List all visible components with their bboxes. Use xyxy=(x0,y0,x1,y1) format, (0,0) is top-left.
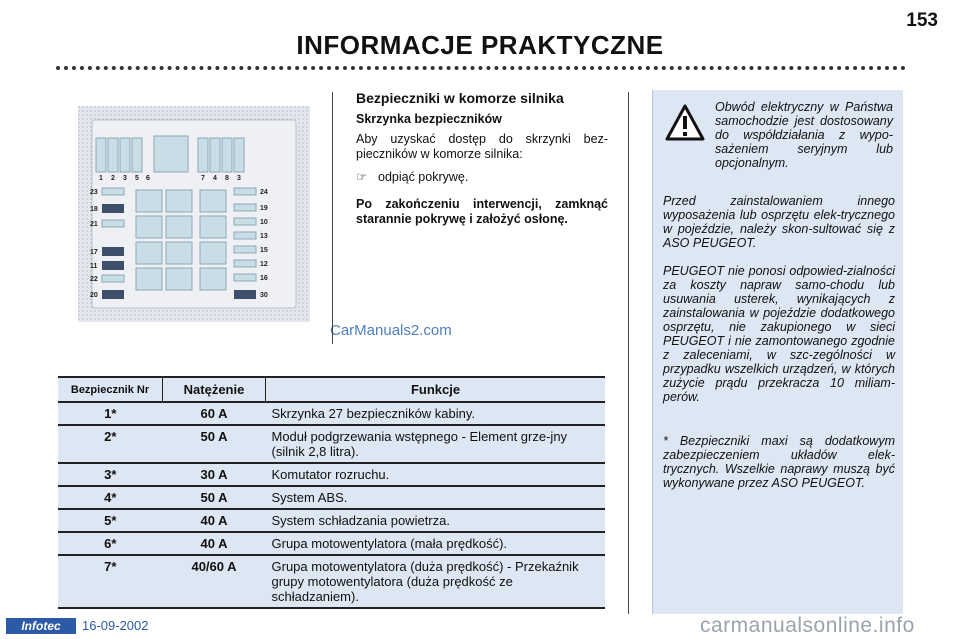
fuse-label: 10 xyxy=(260,219,268,226)
header-fuse-number: Bezpiecznik Nr xyxy=(58,377,163,402)
fuse-slot xyxy=(120,138,130,172)
fuse-label: 5 xyxy=(135,175,139,182)
header-amperage: Natężenie xyxy=(163,377,266,402)
page-title: INFORMACJE PRAKTYCZNE xyxy=(296,30,664,60)
relay-slot xyxy=(200,242,226,264)
relay-slot xyxy=(166,190,192,212)
fuse-label: 2 xyxy=(111,175,115,182)
fuse-label: 6 xyxy=(146,175,150,182)
fuse-label: 22 xyxy=(90,276,98,283)
fuse-amperage: 50 A xyxy=(163,425,266,463)
fuse-slot xyxy=(210,138,220,172)
fuse-function: System schładzania powietrza. xyxy=(266,509,606,532)
fuse-slot xyxy=(96,138,106,172)
fuse-slot xyxy=(234,204,256,211)
fuse-function: Komutator rozruchu. xyxy=(266,463,606,486)
fuse-number: 6* xyxy=(58,532,163,555)
fuse-number: 2* xyxy=(58,425,163,463)
fuse-box-diagram xyxy=(78,106,310,322)
fuse-number: 4* xyxy=(58,486,163,509)
fuse-amperage: 50 A xyxy=(163,486,266,509)
footer-date: 16-09-2002 xyxy=(82,618,149,633)
fuse-label: 4 xyxy=(213,175,217,182)
relay-slot xyxy=(200,216,226,238)
fuse-label: 19 xyxy=(260,205,268,212)
relay-slot xyxy=(136,216,162,238)
column-divider xyxy=(332,92,333,344)
fuse-slot xyxy=(234,138,244,172)
fuse-slot xyxy=(102,188,124,195)
fuse-slot xyxy=(108,138,118,172)
fuse-label: 1 xyxy=(99,175,103,182)
fuse-amperage: 60 A xyxy=(163,402,266,425)
relay-slot xyxy=(200,190,226,212)
pointing-hand-icon: ☞ xyxy=(356,170,368,184)
info-panel xyxy=(652,90,903,614)
fuse-slot xyxy=(234,218,256,225)
maxi-fuse-slot xyxy=(234,290,256,299)
fuse-label: 18 xyxy=(90,206,98,213)
maxi-fuse-slot xyxy=(102,290,124,299)
watermark-carmanuals2: CarManuals2.com xyxy=(330,322,452,339)
infotec-logo: Infotec xyxy=(6,618,76,634)
table-row xyxy=(58,463,605,486)
table-header-row xyxy=(58,377,605,402)
maxi-fuse-slot xyxy=(102,261,124,270)
fuse-slot xyxy=(222,138,232,172)
relay-slot xyxy=(200,268,226,290)
fuse-slot xyxy=(234,188,256,195)
fuse-function: Grupa motowentylatora (duża prędkość) - Przekaźnik grupy motowentylatora (duża prędkość ze schładzaniem). xyxy=(266,555,606,608)
fuse-slot xyxy=(234,232,256,239)
fuse-label: 7 xyxy=(201,175,205,182)
fuse-label: 3 xyxy=(123,175,127,182)
fuse-amperage: 40 A xyxy=(163,509,266,532)
maxi-fuse-slot xyxy=(102,204,124,213)
fuse-label: 17 xyxy=(90,249,98,256)
fuse-slot xyxy=(234,260,256,267)
liability-text: PEUGEOT nie ponosi odpowied-zialności za koszty napraw samo-chodu lub usuwania usterek, wynikających z zainstalowania w pojeździe dodatkowego osprzętu, nie zakupionego w sieci PEUGEOT i nie zamontowanego zgodnie z zaleceniami, w szc-zególności w przypadku wszelkich urządzeń, w których zużycie prądu przekracza 10 miliam-perów. xyxy=(663,264,895,404)
table-row xyxy=(58,555,605,608)
step-text: odpiąć pokrywę. xyxy=(378,170,469,184)
title-divider xyxy=(56,66,906,70)
large-relay-slot xyxy=(154,136,188,172)
fuse-label: 8 xyxy=(225,175,229,182)
fuse-function: Skrzynka 27 bezpieczników kabiny. xyxy=(266,402,606,425)
warning-text: Obwód elektryczny w Państwa samochodzie jest dostosowany do współdziałania z wypo-sażeniem seryjnym lub opcjonalnym. xyxy=(715,100,893,170)
header-functions: Funkcje xyxy=(266,377,606,402)
fuse-label: 13 xyxy=(260,233,268,240)
fuse-label: 20 xyxy=(90,292,98,299)
fuse-function: Grupa motowentylatora (mała prędkość). xyxy=(266,532,606,555)
fuse-slot xyxy=(234,274,256,281)
page-number: 153 xyxy=(906,10,938,31)
fuse-amperage: 40/60 A xyxy=(163,555,266,608)
fuse-label: 23 xyxy=(90,189,98,196)
fuse-slot xyxy=(132,138,142,172)
fuse-number: 3* xyxy=(58,463,163,486)
fuse-label: 24 xyxy=(260,189,268,196)
fuse-function: Moduł podgrzewania wstępnego - Element grze-jny (silnik 2,8 litra). xyxy=(266,425,606,463)
watermark-carmanualsonline: carmanualsonline.info xyxy=(700,614,915,637)
fuse-label: 16 xyxy=(260,275,268,282)
consult-text: Przed zainstalowaniem innego wyposażenia lub osprzętu elek-trycznego w pojeździe, należy skon-sultować się z ASO PEUGEOT. xyxy=(663,194,895,250)
fuse-amperage: 30 A xyxy=(163,463,266,486)
fuse-function: System ABS. xyxy=(266,486,606,509)
table-row xyxy=(58,402,605,425)
fuse-slot xyxy=(102,275,124,282)
relay-slot xyxy=(136,268,162,290)
fuse-slot xyxy=(102,220,124,227)
fuse-table xyxy=(58,376,605,609)
relay-slot xyxy=(136,190,162,212)
fuse-number: 5* xyxy=(58,509,163,532)
fuse-label: 11 xyxy=(90,263,98,270)
fuse-amperage: 40 A xyxy=(163,532,266,555)
relay-slot xyxy=(166,242,192,264)
fuse-label: 3 xyxy=(237,175,241,182)
column-divider xyxy=(628,92,629,614)
table-row xyxy=(58,532,605,555)
fuse-slot xyxy=(198,138,208,172)
maxi-fuse-slot xyxy=(102,247,124,256)
engine-fuses-section xyxy=(356,90,608,227)
access-instructions: Aby uzyskać dostęp do skrzynki bez-pieczników w komorze silnika: xyxy=(356,132,608,161)
top-fuse-row xyxy=(96,136,244,172)
step-item xyxy=(356,170,608,185)
fuse-label: 12 xyxy=(260,261,268,268)
fuse-number: 7* xyxy=(58,555,163,608)
fuse-number: 1* xyxy=(58,402,163,425)
fuse-label: 21 xyxy=(90,221,98,228)
relay-slot xyxy=(166,216,192,238)
maxi-fuse-note: * Bezpieczniki maxi są dodatkowym zabezpieczeniem układów elek-trycznych. Wszelkie naprawy muszą być wykonywane przez ASO PEUGEOT. xyxy=(663,434,895,490)
fuse-label: 15 xyxy=(260,247,268,254)
table-row xyxy=(58,509,605,532)
relay-slot xyxy=(136,242,162,264)
closing-instructions: Po zakończeniu interwencji, zamknąć starannie pokrywę i założyć osłonę. xyxy=(356,197,608,226)
table-row xyxy=(58,425,605,463)
warning-triangle-icon xyxy=(665,104,705,142)
fuse-label: 30 xyxy=(260,292,268,299)
section-heading: Bezpieczniki w komorze silnika xyxy=(356,90,564,106)
fuse-box-subheading: Skrzynka bezpieczników xyxy=(356,112,502,126)
table-row xyxy=(58,486,605,509)
fuse-slot xyxy=(234,246,256,253)
relay-slot xyxy=(166,268,192,290)
